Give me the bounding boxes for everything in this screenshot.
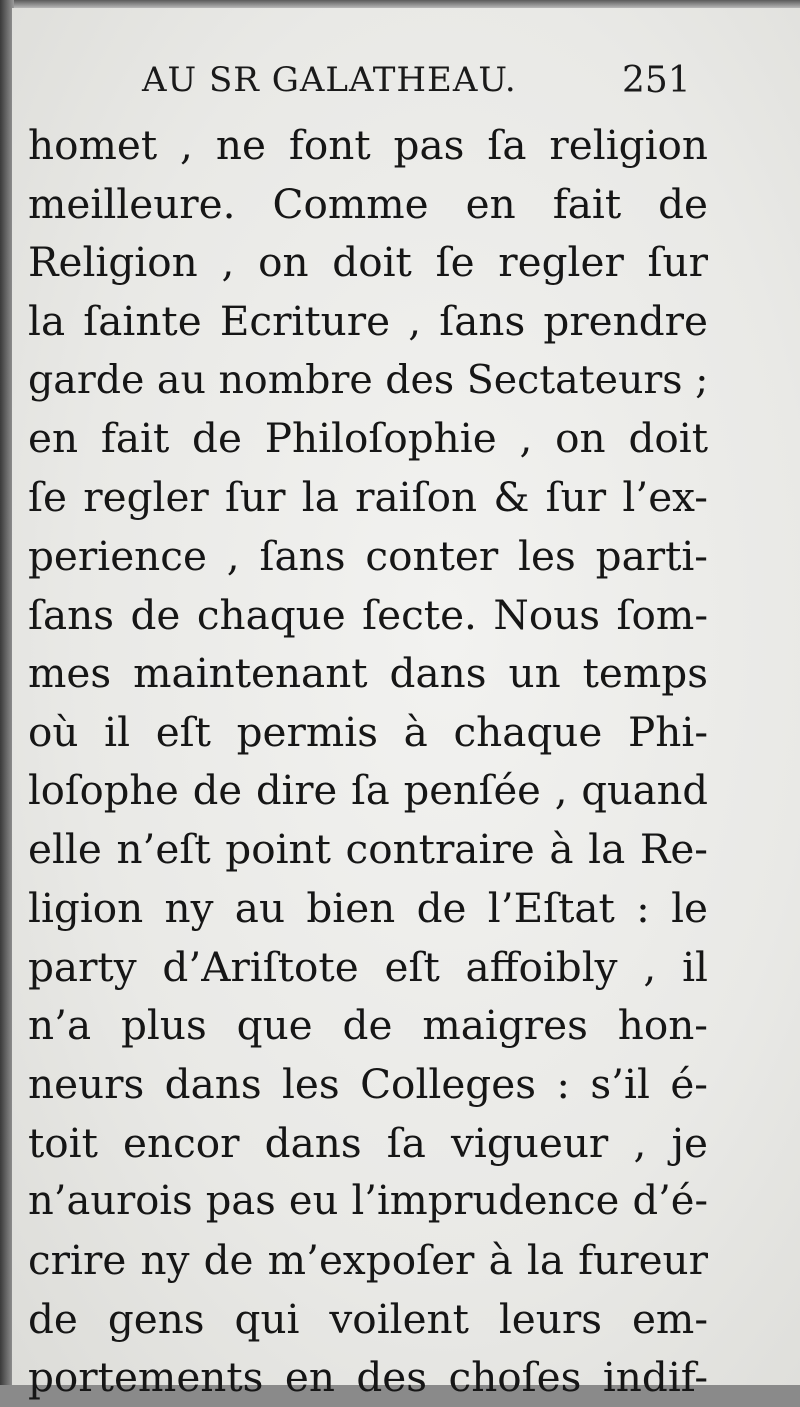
text-line: n’a plus que de maigres hon- bbox=[28, 1001, 708, 1050]
page-number: 251 bbox=[622, 60, 691, 101]
text-line: mes maintenant dans un temps bbox=[28, 649, 708, 698]
text-line: elle n’eſt point contraire à la Re- bbox=[28, 825, 708, 874]
running-head bbox=[12, 60, 800, 110]
text-line: ligion ny au bien de l’Eſtat : le bbox=[28, 883, 708, 932]
book-page bbox=[12, 8, 800, 1402]
text-line: en fait de Philoſophie , on doit bbox=[28, 414, 708, 463]
text-line: où il eſt permis à chaque Phi- bbox=[28, 707, 708, 756]
text-line: perience , ſans conter les parti- bbox=[28, 531, 708, 580]
text-line: neurs dans les Colleges : s’il é- bbox=[28, 1060, 708, 1108]
text-line: party d’Ariſtote eſt affoibly , il bbox=[28, 942, 708, 991]
text-line: toit encor dans ſa vigueur , je bbox=[28, 1118, 708, 1167]
body-text bbox=[28, 116, 708, 1407]
text-line: ſans de chaque ſecte. Nous ſom- bbox=[28, 590, 708, 639]
text-line: de gens qui voilent leurs em- bbox=[28, 1294, 708, 1343]
text-line: meilleure. Comme en fait de bbox=[28, 179, 708, 228]
text-line: garde au nombre des Sectateurs ; bbox=[28, 356, 708, 403]
text-line: homet , ne font pas ſa religion bbox=[28, 121, 708, 169]
text-line: crire ny de m’expoſer à la fureur bbox=[28, 1236, 708, 1285]
text-line: loſophe de dire ſa penſée , quand bbox=[28, 767, 708, 814]
running-title: AU SR GALATHEAU. bbox=[142, 60, 517, 100]
text-line: n’aurois pas eu l’imprudence d’é- bbox=[28, 1178, 708, 1225]
text-line: la ſainte Ecriture , ſans prendre bbox=[28, 297, 708, 346]
text-line: Religion , on doit ſe regler ſur bbox=[28, 238, 708, 287]
text-line: portements en des choſes indif- bbox=[28, 1353, 708, 1402]
text-line: ſe regler ſur la raiſon & ſur l’ex- bbox=[28, 473, 708, 522]
